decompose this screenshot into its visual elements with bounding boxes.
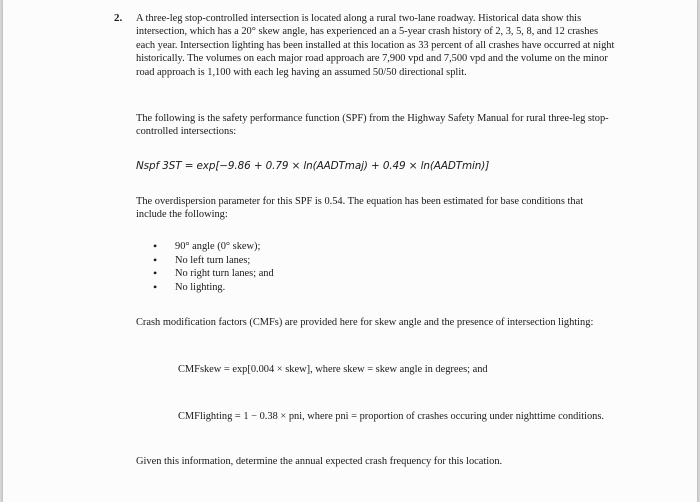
list-item: • No lighting.: [153, 281, 274, 295]
problem-description: A three-leg stop-controlled intersection is located along a rural two-lane roadway. Historical data show this intersection, which has a 20° skew angle, has experienced an a 5-year crash history of 2, 3, 5, 8, and 12 crashes each year. Intersection lighting has been installed at this location as 33 percent of all crashes have occurred at night historically. The volumes on each major road approach are 7,900 vpd and 7,500 vpd and the volume on the minor road approach is 1,100 with each leg having an assumed 50/50 directional split.: [136, 13, 615, 78]
spf-formula: Nspf 3ST = exp[−9.86 + 0.79 × ln(AADTmaj) + 0.49 × ln(AADTmin)]: [136, 160, 490, 172]
question-text: Given this information, determine the annual expected crash frequency for this location.: [136, 456, 503, 467]
problem-content: [3, 0, 697, 502]
problem-number: 2.: [114, 12, 123, 24]
cmf-skew-formula: CMFskew = exp[0.004 × skew], where skew = skew angle in degrees; and: [178, 364, 488, 375]
overdispersion-text: The overdispersion parameter for this SPF is 0.54. The equation has been estimated for base conditions that include the following:: [136, 196, 584, 221]
cmf-lighting-formula: CMFlighting = 1 − 0.38 × pni, where pni = proportion of crashes occuring under nighttime conditions.: [178, 411, 605, 422]
spf-intro: The following is the safety performance function (SPF) from the Highway Safety Manual for rural three-leg stop-controlled intersections:: [136, 113, 609, 138]
cmf-intro: Crash modification factors (CMFs) are provided here for skew angle and the presence of intersection lighting:: [136, 317, 594, 328]
document-page: [3, 0, 697, 502]
list-item: • No right turn lanes; and: [153, 267, 274, 281]
base-conditions-list: [153, 240, 274, 294]
list-item: • 90° angle (0° skew);: [153, 240, 274, 254]
list-item: • No left turn lanes;: [153, 254, 274, 268]
